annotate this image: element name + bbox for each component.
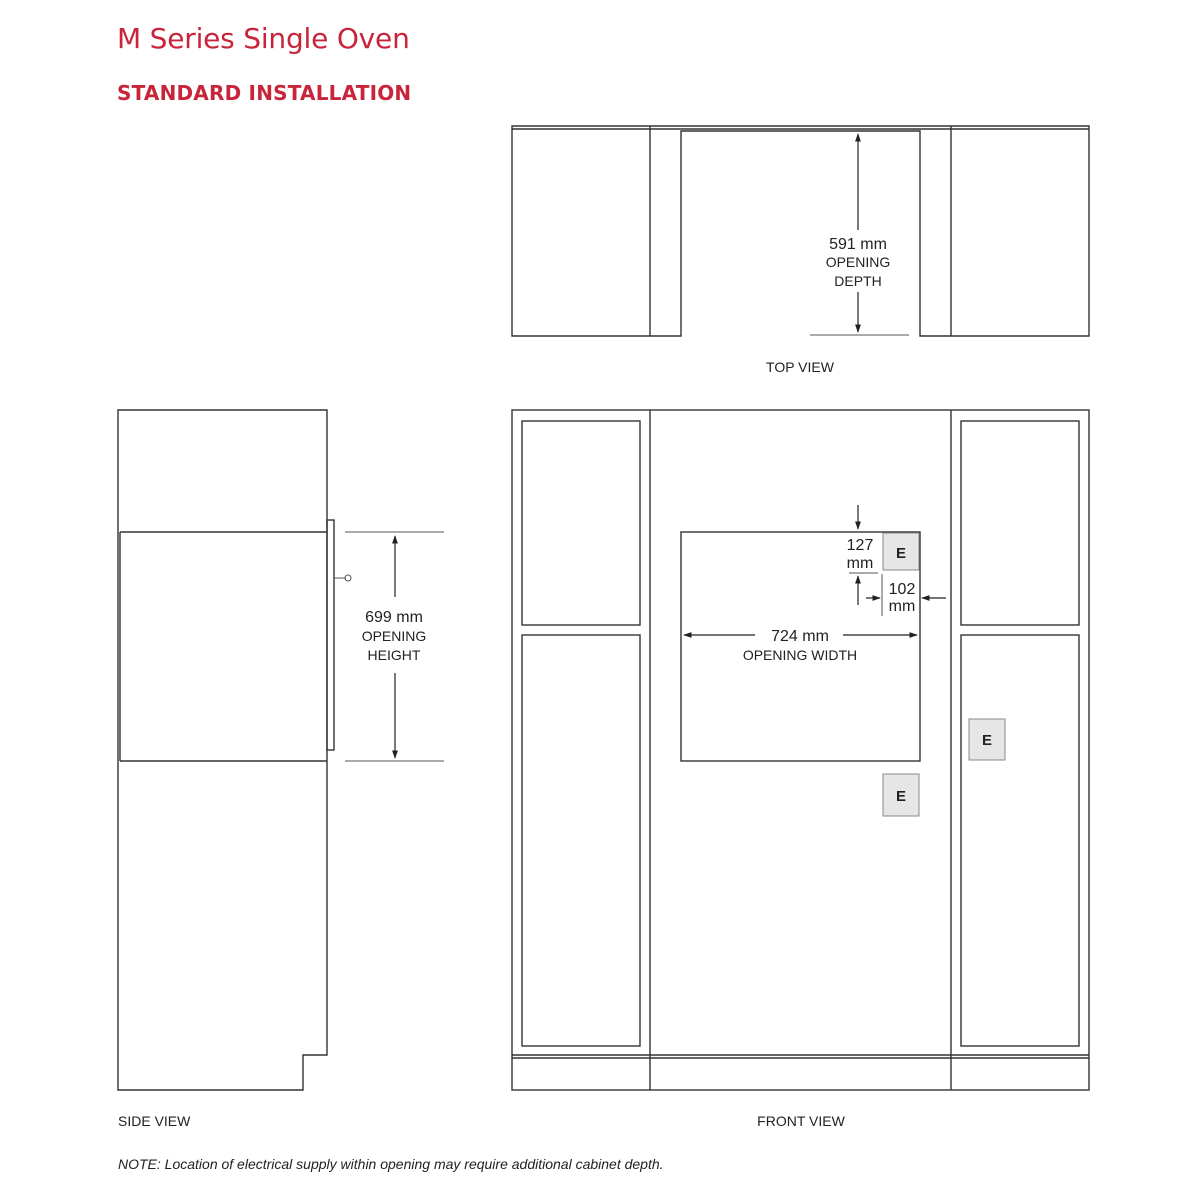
installation-note: NOTE: Location of electrical supply within opening may require additional cabinet depth.: [118, 1156, 664, 1172]
top-view: [512, 126, 1089, 375]
width-value: 724 mm: [771, 628, 829, 645]
electrical-box-below-label: E: [895, 788, 907, 805]
front-view: [512, 410, 1089, 1129]
left-lower-door: [522, 635, 640, 1046]
side-view-label: SIDE VIEW: [118, 1113, 191, 1129]
height-label-line2: HEIGHT: [367, 647, 421, 663]
width-label: OPENING WIDTH: [742, 647, 858, 663]
oven-door-handle: [327, 520, 334, 750]
side-view-outline: [118, 410, 327, 1090]
right-upper-door: [961, 421, 1079, 625]
depth-value: 591 mm: [829, 236, 887, 253]
height-value: 699 mm: [365, 609, 423, 626]
page-title: M Series Single Oven: [117, 22, 410, 55]
front-view-label: FRONT VIEW: [757, 1113, 845, 1129]
electrical-box-right-label: E: [981, 732, 993, 749]
top-view-label: TOP VIEW: [766, 359, 834, 375]
height-label-line1: OPENING: [361, 628, 427, 644]
side-view: [118, 410, 444, 1129]
left-upper-door: [522, 421, 640, 625]
side-offset-value: 102: [888, 581, 916, 598]
side-offset-unit: mm: [888, 598, 916, 615]
top-offset-unit: mm: [846, 555, 874, 572]
top-offset-value: 127: [846, 537, 874, 554]
section-title: STANDARD INSTALLATION: [117, 81, 412, 105]
electrical-box-opening-label: E: [895, 545, 907, 562]
top-view-outline: [512, 126, 1089, 336]
right-lower-door: [961, 635, 1079, 1046]
depth-label-line2: DEPTH: [834, 273, 882, 289]
depth-label-line1: OPENING: [825, 254, 891, 270]
